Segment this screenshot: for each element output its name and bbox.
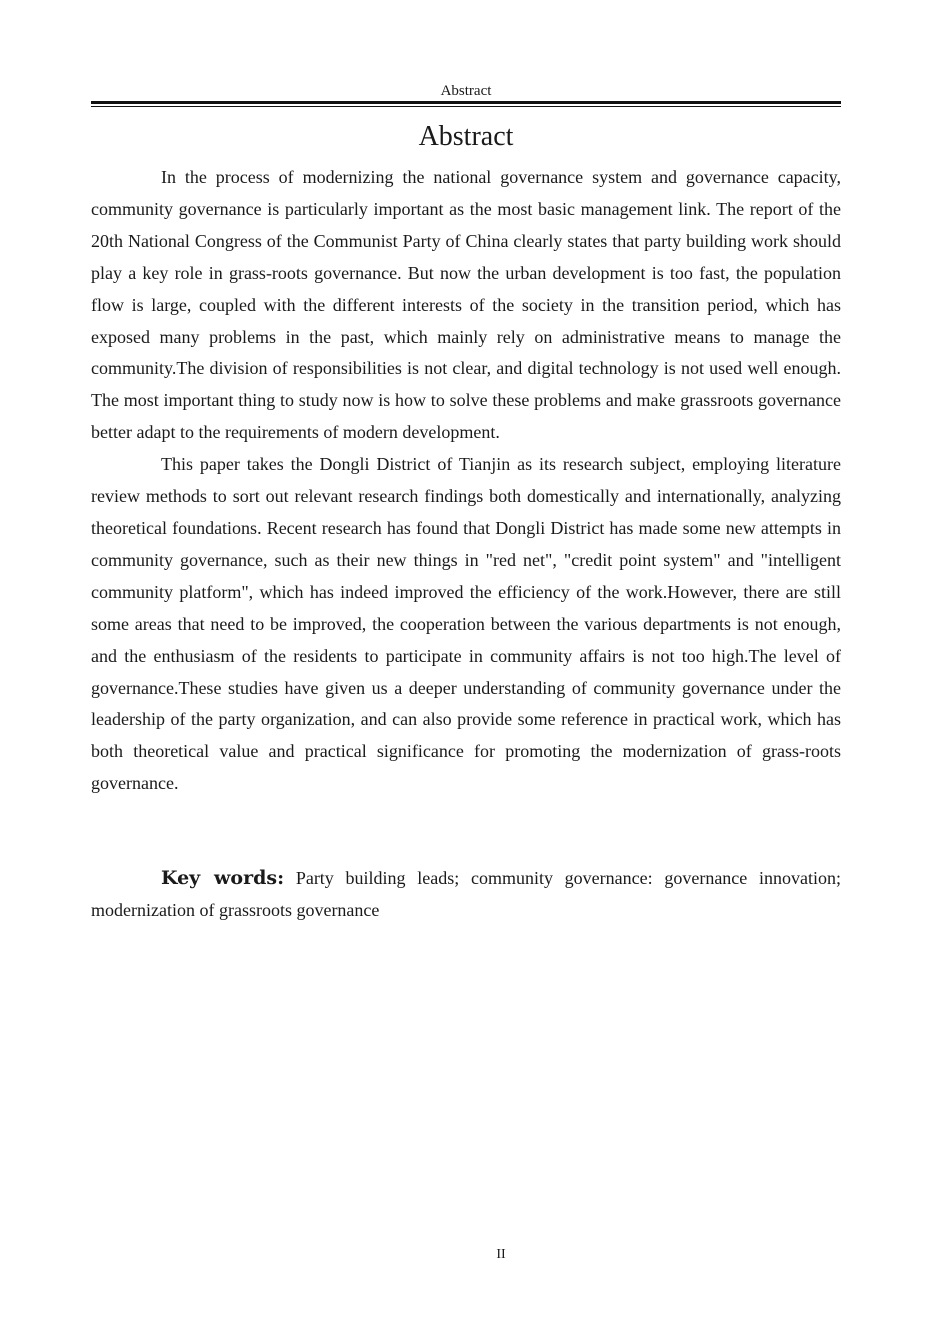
keywords-label: Key words: bbox=[161, 867, 285, 889]
keywords-line bbox=[91, 863, 841, 927]
abstract-body bbox=[91, 162, 841, 800]
header-rule bbox=[91, 101, 841, 104]
running-header: Abstract bbox=[440, 83, 492, 99]
abstract-paragraph-2: This paper takes the Dongli District of Tianjin as its research subject, employing literature review methods to sort out relevant research findings both domestically and internationally, analyzing theoretical foundations. Recent research has found that Dongli District has made some new attempts in community governance, such as their new things in "red net", "credit point system" and "intelligent community platform", which has indeed improved the efficiency of the work.However, there are still some areas that need to be improved, the cooperation between the various departments is not enough, and the enthusiasm of the residents to participate in community affairs is not too high.The level of governance.These studies have given us a deeper understanding of community governance under the leadership of the party organization, and can also provide some reference in practical work, which has both theoretical value and practical significance for promoting the modernization of grass-roots governance. bbox=[91, 454, 841, 794]
page-title: Abstract bbox=[418, 121, 514, 152]
page-number: II bbox=[496, 1247, 506, 1262]
header-rule-thin bbox=[91, 106, 841, 107]
abstract-paragraph-1: In the process of modernizing the national governance system and governance capacity, community governance is particularly important as the most basic management link. The report of the 20th National Congress of the Communist Party of China clearly states that party building work should play a key role in grass-roots governance. But now the urban development is too fast, the population flow is large, coupled with the different interests of the society in the transition period, which has exposed many problems in the past, which mainly rely on administrative means to manage the community.The division of responsibilities is not clear, and digital technology is not used well enough. The most important thing to study now is how to solve these problems and make grassroots governance better adapt to the requirements of modern development. bbox=[91, 167, 841, 443]
keywords-text: Party building leads; community governance: governance innovation; modernization of grassroots governance bbox=[91, 868, 841, 920]
